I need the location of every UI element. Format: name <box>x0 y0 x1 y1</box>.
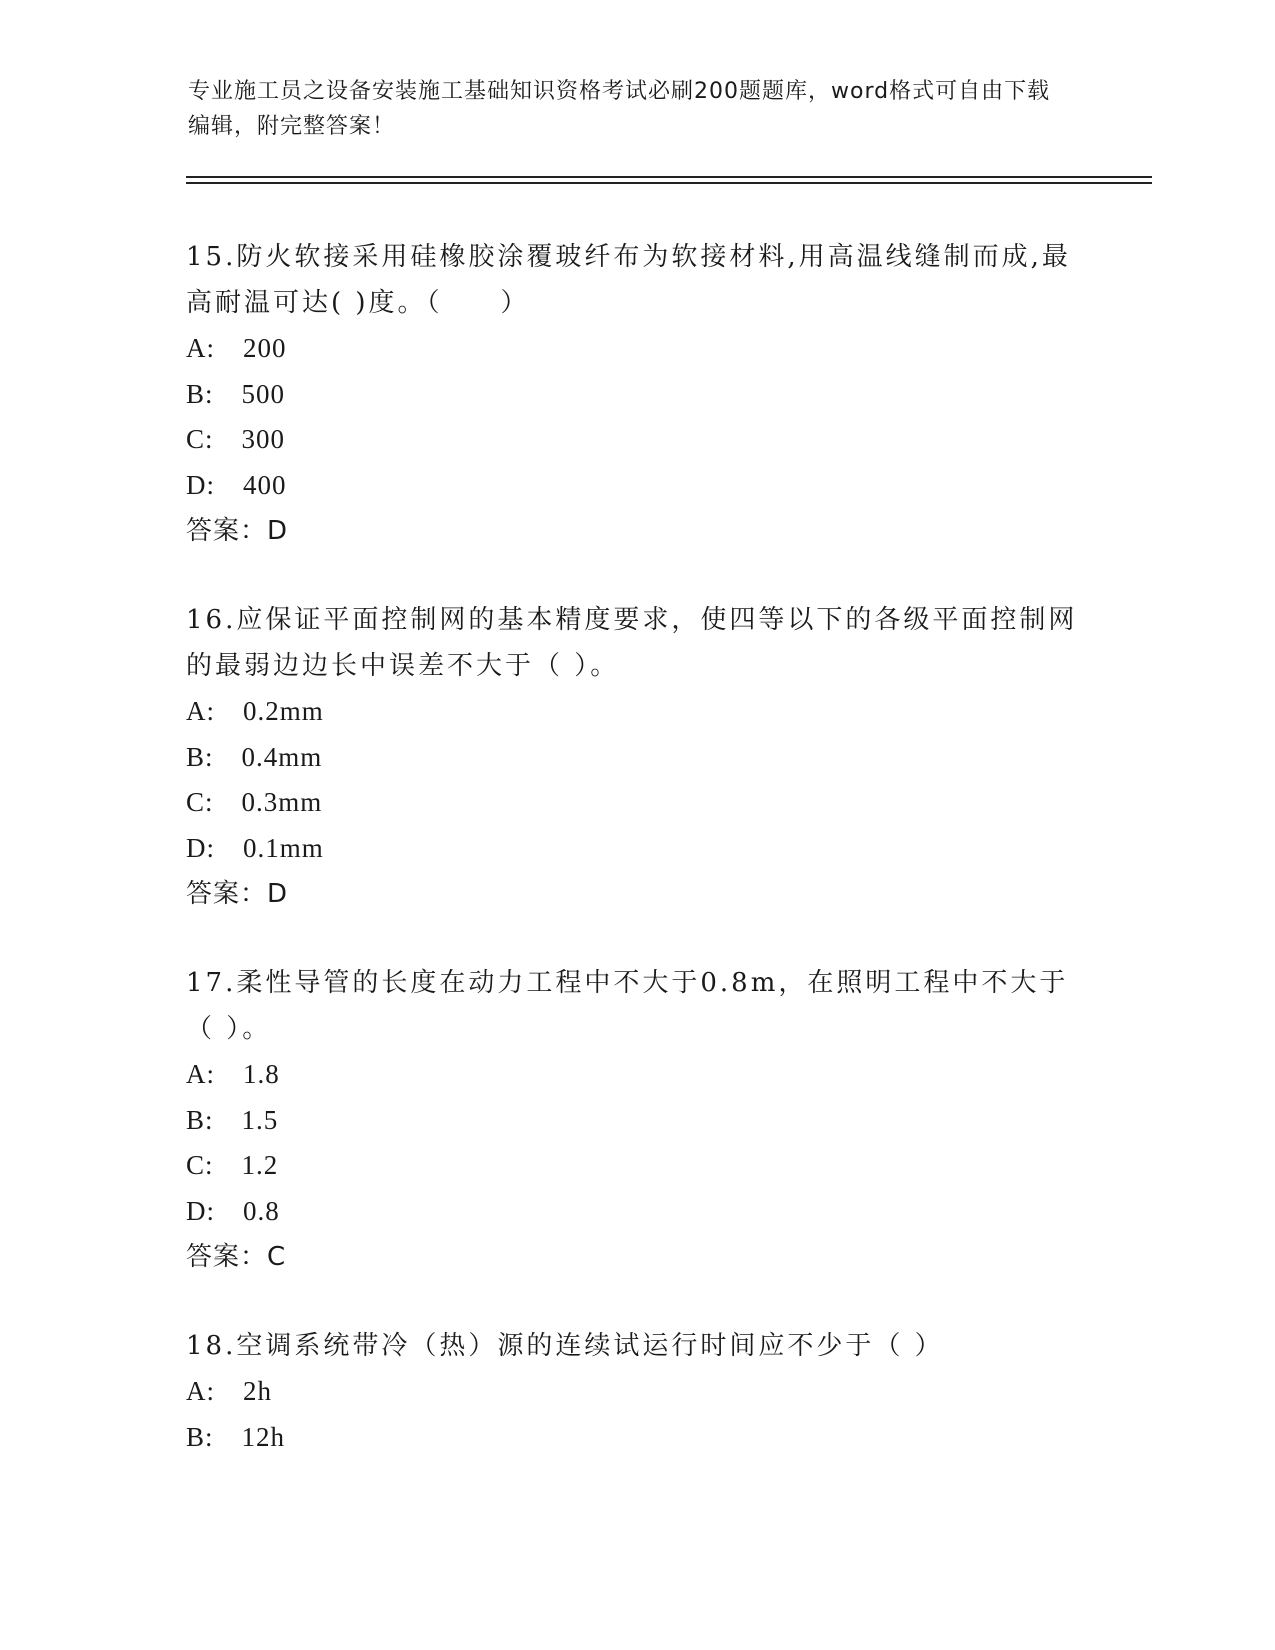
option-a: A: 1.8 <box>186 1059 280 1089</box>
option-d: D: 400 <box>186 469 287 500</box>
question-stem: 15.防火软接采用硅橡胶涂覆玻纤布为软接材料,用高温线缝制而成,最高耐温可达( )度。（ ） <box>186 242 1071 318</box>
option-b: B: 500 <box>186 378 286 409</box>
header-divider-bottom <box>186 182 1152 184</box>
option-a: A: 200 <box>186 333 287 363</box>
option-a: A: 2h <box>186 1376 272 1406</box>
question-stem: 16.应保证平面控制网的基本精度要求，使四等以下的各级平面控制网的最弱边边长中误差不大于（ ）。 <box>186 605 1078 681</box>
option-a: A: 0.2mm <box>186 696 324 726</box>
question-list <box>186 234 1086 1503</box>
option-d: D: 0.8 <box>186 1195 280 1226</box>
question-stem: 17.柔性导管的长度在动力工程中不大于0.8m，在照明工程中不大于（ ）。 <box>186 968 1069 1044</box>
option-b: B: 0.4mm <box>186 741 323 772</box>
question-15 <box>186 234 1086 554</box>
option-b: B: 1.5 <box>186 1104 279 1135</box>
document-header: 专业施工员之设备安装施工基础知识资格考试必刷200题题库，word格式可自由下载编辑，附完整答案！ <box>188 79 1051 139</box>
question-18 <box>186 1323 1086 1460</box>
question-16 <box>186 597 1086 917</box>
header-divider-top <box>186 176 1152 178</box>
answer-line: 答案：C <box>186 1242 287 1272</box>
option-c: C: 1.2 <box>186 1150 279 1180</box>
option-c: C: 0.3mm <box>186 787 323 817</box>
question-17 <box>186 960 1086 1280</box>
option-b: B: 12h <box>186 1421 286 1452</box>
option-c: C: 300 <box>186 424 286 454</box>
option-d: D: 0.1mm <box>186 832 324 863</box>
answer-line: 答案：D <box>186 516 289 546</box>
question-stem: 18.空调系统带冷（热）源的连续试运行时间应不少于（ ） <box>186 1331 944 1361</box>
answer-line: 答案：D <box>186 879 289 909</box>
